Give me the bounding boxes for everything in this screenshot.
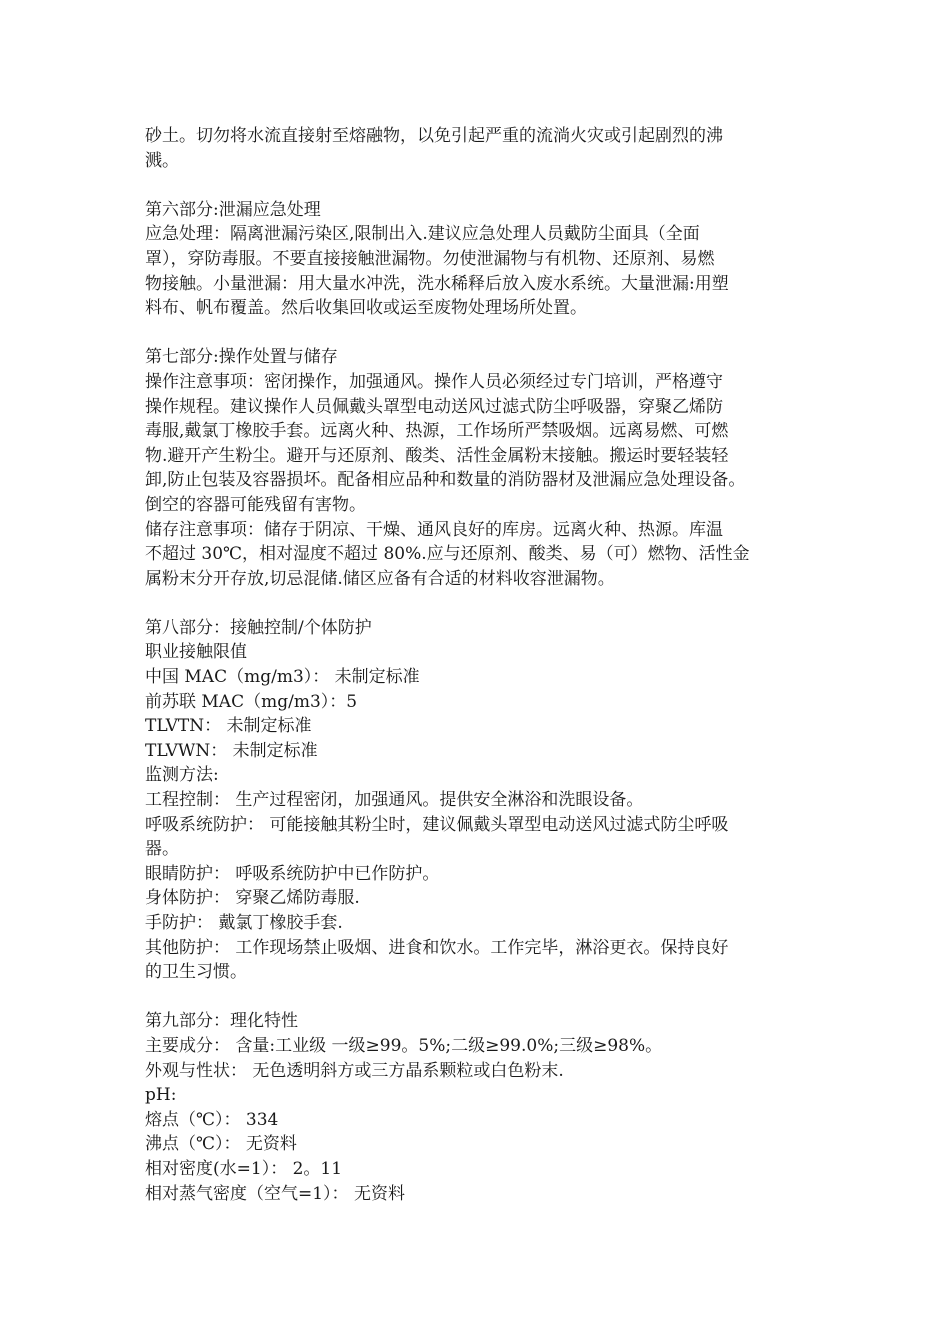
text-line: 不超过 30℃，相对湿度不超过 80%.应与还原剂、酸类、易（可）燃物、活性金 bbox=[145, 544, 750, 565]
text-line: 操作规程。建议操作人员佩戴头罩型电动送风过滤式防尘呼吸器，穿聚乙烯防 bbox=[145, 396, 723, 417]
text-line: 器。 bbox=[145, 839, 179, 860]
section-6 bbox=[145, 198, 825, 321]
section-7 bbox=[145, 345, 825, 591]
text-line: 应急处理：隔离泄漏污染区,限制出入.建议应急处理人员戴防尘面具（全面 bbox=[145, 224, 700, 245]
document-page bbox=[145, 124, 825, 1206]
text-line: 呼吸系统防护： 可能接触其粉尘时，建议佩戴头罩型电动送风过滤式防尘呼吸 bbox=[145, 814, 729, 835]
section-9 bbox=[145, 1009, 825, 1206]
text-line: 的卫生习惯。 bbox=[145, 962, 247, 983]
text-line: 主要成分： 含量:工业级 一级≥99。5%;二级≥99.0%;三级≥98%。 bbox=[145, 1035, 663, 1056]
paragraph-gap bbox=[145, 985, 825, 1010]
text-line: 熔点（℃）： 334 bbox=[145, 1109, 279, 1130]
text-line: 溅。 bbox=[145, 150, 179, 171]
text-line: 中国 MAC（mg/m3）： 未制定标准 bbox=[145, 667, 420, 688]
paragraph-gap bbox=[145, 591, 825, 616]
text-line: 沸点（℃）： 无资料 bbox=[145, 1134, 297, 1155]
paragraph-gap bbox=[145, 173, 825, 198]
text-line: 相对密度(水=1）： 2。11 bbox=[145, 1158, 343, 1179]
text-line: 料布、帆布覆盖。然后收集回收或运至废物处理场所处置。 bbox=[145, 298, 587, 319]
paragraph-gap bbox=[145, 321, 825, 346]
text-line: 操作注意事项：密闭操作，加强通风。操作人员必须经过专门培训，严格遵守 bbox=[145, 371, 723, 392]
text-line: 卸,防止包装及容器损坏。配备相应品种和数量的消防器材及泄漏应急处理设备。 bbox=[145, 470, 746, 491]
text-line: 身体防护： 穿聚乙烯防毒服. bbox=[145, 888, 360, 909]
text-line: 监测方法: bbox=[145, 765, 219, 786]
text-line: 前苏联 MAC（mg/m3）：5 bbox=[145, 691, 358, 712]
text-line: 相对蒸气密度（空气=1）： 无资料 bbox=[145, 1183, 405, 1204]
text-line: 倒空的容器可能残留有害物。 bbox=[145, 494, 366, 515]
text-line: 罩），穿防毒服。不要直接接触泄漏物。勿使泄漏物与有机物、还原剂、易燃 bbox=[145, 248, 715, 269]
text-line: TLVTN： 未制定标准 bbox=[145, 716, 312, 737]
text-line: 工程控制： 生产过程密闭，加强通风。提供安全淋浴和洗眼设备。 bbox=[145, 790, 644, 811]
text-line: 其他防护： 工作现场禁止吸烟、进食和饮水。工作完毕，淋浴更衣。保持良好 bbox=[145, 937, 729, 958]
section-heading: 第八部分：接触控制/个体防护 bbox=[145, 617, 372, 638]
intro-paragraph bbox=[145, 124, 825, 173]
text-line: 属粉末分开存放,切忌混储.储区应备有合适的材料收容泄漏物。 bbox=[145, 568, 615, 589]
text-line: 手防护： 戴氯丁橡胶手套. bbox=[145, 913, 343, 933]
text-line: 职业接触限值 bbox=[145, 642, 247, 663]
section-heading: 第六部分:泄漏应急处理 bbox=[145, 199, 321, 220]
text-line: 砂土。切勿将水流直接射至熔融物，以免引起严重的流淌火灾或引起剧烈的沸 bbox=[145, 126, 723, 146]
text-line: pH: bbox=[145, 1085, 177, 1106]
text-line: 眼睛防护： 呼吸系统防护中已作防护。 bbox=[145, 863, 440, 884]
text-line: 物.避开产生粉尘。避开与还原剂、酸类、活性金属粉末接触。搬运时要轻装轻 bbox=[145, 445, 729, 466]
text-line: 储存注意事项：储存于阴凉、干燥、通风良好的库房。远离火种、热源。库温 bbox=[145, 519, 723, 540]
text-line: 物接触。小量泄漏：用大量水冲洗，洗水稀释后放入废水系统。大量泄漏:用塑 bbox=[145, 273, 729, 294]
text-line: 毒服,戴氯丁橡胶手套。远离火种、热源，工作场所严禁吸烟。远离易燃、可燃 bbox=[145, 421, 729, 442]
section-heading: 第九部分：理化特性 bbox=[145, 1011, 298, 1032]
section-heading: 第七部分:操作处置与储存 bbox=[145, 347, 338, 368]
text-line: TLVWN： 未制定标准 bbox=[145, 740, 318, 761]
text-line: 外观与性状： 无色透明斜方或三方晶系颗粒或白色粉末. bbox=[145, 1060, 564, 1081]
section-8 bbox=[145, 616, 825, 985]
